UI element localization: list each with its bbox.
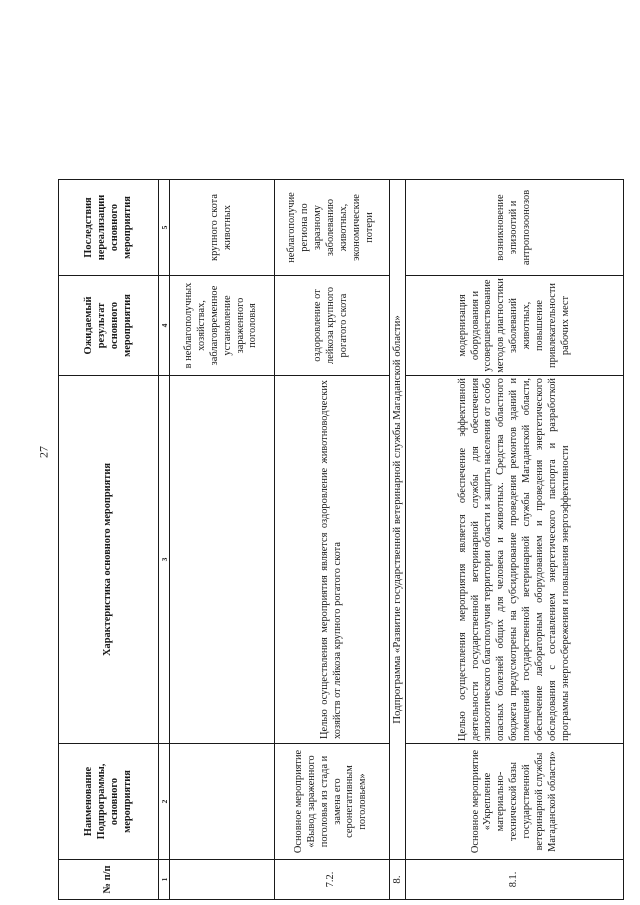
header-name: Наименование Подпрограммы, основного мероприятия <box>59 744 159 860</box>
column-index-2: 2 <box>159 744 169 860</box>
blank-cell <box>389 30 406 180</box>
blank-cell <box>159 30 169 180</box>
header-consequences: Последствия нереализации основного мероприятия <box>59 180 159 276</box>
column-index-4: 4 <box>159 276 169 376</box>
row-8-1-name: Основное мероприятие «Укрепление материально-технической базы государственной ветеринарной службы Магаданской области» <box>406 744 624 860</box>
row-7-2-name: Основное мероприятие «Вывод зараженного поголовья из стада и замена его серонегативным поголовьем» <box>274 744 389 860</box>
blank-cell <box>406 30 624 180</box>
cont-num-cell <box>169 860 274 900</box>
row-7-2-result: оздоровление от лейкоза крупного рогатого скота <box>274 276 389 376</box>
table-row-8-1 <box>406 30 624 900</box>
row-8-1-characteristic: Целью осуществления мероприятия является обеспечение эффективной деятельности государственной ветеринарной службы для обеспечения эпизоотического благополучия территории области и защиты населения от особо опасных болезней общих для человека и животных. Средства областного бюджета предусмотрены на субсидирование проведения ремонтов зданий и помещений государственной ветеринарной службы Магаданской области, обеспечение лабораторным оборудованием и проведения энергетического обследования с составлением энергетического паспорта и разработкой программы энергосбережения и повышения энергоэффективности <box>406 376 624 744</box>
column-index-5: 5 <box>159 180 169 276</box>
header-characteristic: Характеристика основного мероприятия <box>59 376 159 744</box>
program-table <box>58 29 624 900</box>
row-7-2-consequences: неблагополучие региона по заразному заболеванию животных, экономические потери <box>274 180 389 276</box>
table-row-8 <box>389 30 406 900</box>
row-7-2-characteristic: Целью осуществления мероприятия является оздоровление животноводческих хозяйств от лейкоза крупного рогатого скота <box>274 376 389 744</box>
column-index-row <box>159 30 169 900</box>
cont-name-cell <box>169 744 274 860</box>
page-number: 27 <box>36 446 51 458</box>
cont-result-cell: в неблагополучных хозяйствах, заблаговременное установление зараженного поголовья <box>169 276 274 376</box>
row-8-subprogram-title: Подпрограмма «Развитие государственной ветеринарной службы Магаданской области» <box>389 180 406 860</box>
row-8-1-num: 8.1. <box>406 860 624 900</box>
blank-cell <box>274 30 389 180</box>
row-8-num: 8. <box>389 860 406 900</box>
blank-cell <box>169 30 274 180</box>
rotated-page <box>58 30 624 900</box>
column-index-1: 1 <box>159 860 169 900</box>
cont-consequences-cell: крупного скота животных <box>169 180 274 276</box>
table-header-row <box>59 30 159 900</box>
table-row-continued <box>169 30 274 900</box>
blank-cell <box>59 30 159 180</box>
row-8-1-result: модернизация оборудования и усовершенствование методов диагностики заболеваний животных, повышение привлекательности рабочих мест <box>406 276 624 376</box>
column-index-3: 3 <box>159 376 169 744</box>
table-row-7-2 <box>274 30 389 900</box>
header-num: № п/п <box>59 860 159 900</box>
row-8-1-consequences: возникновение эпизоотий и антропозоонозов <box>406 180 624 276</box>
row-7-2-num: 7.2. <box>274 860 389 900</box>
header-result: Ожидаемый результат основного мероприятия <box>59 276 159 376</box>
cont-characteristic-cell <box>169 376 274 744</box>
